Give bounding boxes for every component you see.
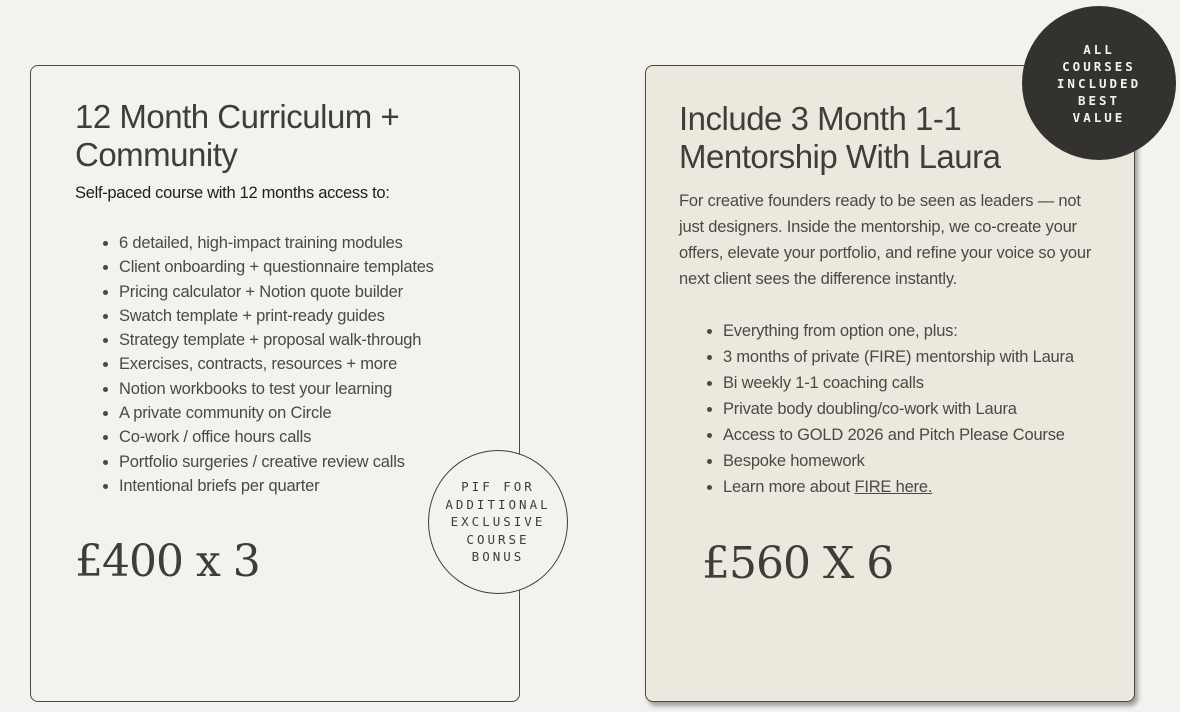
price: £400 x 3 [75,536,260,587]
card-description: For creative founders ready to be seen as leaders — not just designers. Inside the mentorship, we co-create your offers, elevate your portfolio, and refine your voice so your next client sees the difference instantly. [679,192,1092,288]
pricing-card-curriculum [30,65,520,702]
card-title: Include 3 Month 1-1 Mentorship With Laura [679,100,1001,175]
list-item: • Strategy template + proposal walk-through [119,328,434,352]
list-item: • Bi weekly 1-1 coaching calls [723,370,1074,396]
list-item: • Intentional briefs per quarter [119,474,434,498]
list-item: • Client onboarding + questionnaire templates [119,255,434,279]
price: £560 X 6 [702,538,894,589]
list-item: • Exercises, contracts, resources + more [119,352,434,376]
feature-list [75,231,434,498]
list-item: • Pricing calculator + Notion quote builder [119,280,434,304]
learn-more-prefix: Learn more about [723,478,855,496]
feature-list [679,318,1074,500]
list-item: • Access to GOLD 2026 and Pitch Please Course [723,422,1074,448]
pricing-card-mentorship [645,65,1135,702]
fire-learn-more-link[interactable]: FIRE here. [854,478,933,496]
list-item: • Bespoke homework [723,448,1074,474]
badge-label: ALL COURSES INCLUDED BEST VALUE [1056,41,1142,125]
card-subtitle: Self-paced course with 12 months access to: [75,184,390,202]
list-item [723,474,1074,500]
list-item: • A private community on Circle [119,401,434,425]
list-item: • Notion workbooks to test your learning [119,377,434,401]
best-value-badge [1022,6,1176,160]
list-item: • Private body doubling/co-work with Laura [723,396,1074,422]
pif-bonus-badge [428,450,568,594]
list-item: • Swatch template + print-ready guides [119,304,434,328]
card-title: 12 Month Curriculum + Community [75,98,400,173]
list-item: • 3 months of private (FIRE) mentorship with Laura [723,344,1074,370]
list-item: • 6 detailed, high-impact training modules [119,231,434,255]
list-item: • Co-work / office hours calls [119,425,434,449]
list-item: • Everything from option one, plus: [723,318,1074,344]
list-item: • Portfolio surgeries / creative review calls [119,450,434,474]
badge-label: PIF FOR ADDITIONAL EXCLUSIVE COURSE BONUS [445,479,551,565]
